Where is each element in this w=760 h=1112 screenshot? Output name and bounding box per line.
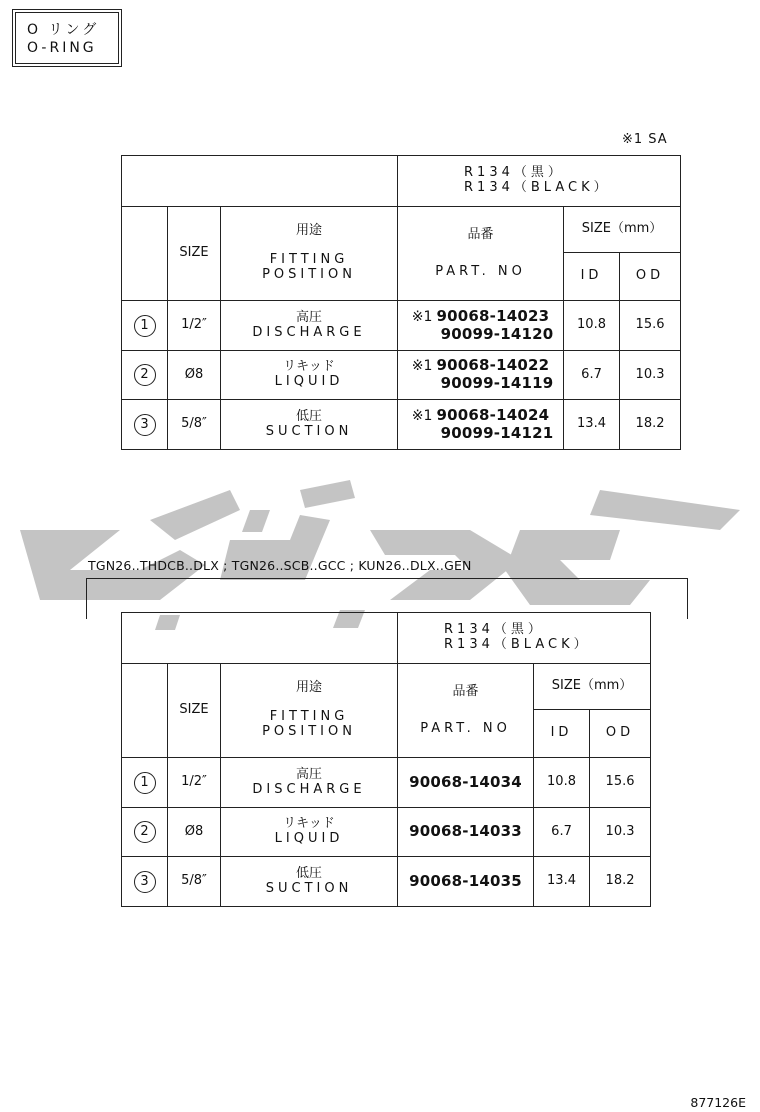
part-en: PART. NO [420, 720, 511, 736]
row-mark: ※1 [411, 358, 433, 375]
row-usage-jp: リキッド [283, 359, 335, 375]
refrigerant-jp: R134（黒） [444, 622, 545, 638]
row-size: 5/8″ [168, 857, 221, 907]
usage-header [221, 207, 398, 301]
blank-header [122, 613, 398, 664]
row-od: 18.2 [620, 400, 681, 450]
usage-header [221, 664, 398, 758]
row-usage-jp: 低圧 [296, 408, 323, 424]
title-en: O-RING [27, 40, 97, 56]
row-size: 5/8″ [168, 400, 221, 450]
id-header: ID [534, 710, 590, 758]
note-sa: ※1 SA [622, 132, 668, 147]
row-number: 2 [134, 821, 156, 843]
row-od: 10.3 [620, 351, 681, 400]
row-od: 10.3 [590, 808, 651, 857]
usage-en-2: POSITION [262, 723, 356, 739]
row-number: 1 [134, 315, 156, 337]
row-usage-jp: 高圧 [296, 309, 323, 325]
row-id: 6.7 [564, 351, 620, 400]
size-mm-header: SIZE（mm） [534, 664, 651, 710]
table-row [122, 808, 651, 857]
spec-table-1 [121, 155, 681, 450]
usage-en-1: FITTING [269, 252, 349, 268]
model-applicability: TGN26..THDCB..DLX ; TGN26..SCB..GCC ; KUN26..DLX..GEN [88, 558, 472, 573]
refrigerant-jp: R134（黒） [464, 165, 565, 181]
row-number: 1 [134, 772, 156, 794]
part-header [398, 207, 564, 301]
table-row [122, 351, 681, 400]
usage-en-2: POSITION [262, 266, 356, 282]
usage-jp: 用途 [296, 680, 323, 696]
row-size: 1/2″ [168, 758, 221, 808]
row-part-1: 90068-14022 [436, 356, 550, 375]
part-header [398, 664, 534, 758]
part-jp: 品番 [452, 683, 479, 699]
row-size: Ø8 [168, 808, 221, 857]
row-id: 13.4 [534, 857, 590, 907]
usage-en-1: FITTING [269, 709, 349, 725]
row-size: 1/2″ [168, 301, 221, 351]
row-part: 90068-14033 [409, 822, 522, 841]
title-box [12, 9, 122, 67]
row-number: 2 [134, 364, 156, 386]
row-id: 10.8 [534, 758, 590, 808]
num-header [122, 207, 168, 301]
refrigerant-header [398, 613, 651, 664]
row-usage-en: LIQUID [274, 374, 344, 389]
row-part-2: 90099-14119 [440, 374, 554, 392]
usage-jp: 用途 [296, 223, 323, 239]
part-en: PART. NO [435, 263, 526, 279]
blank-header [122, 156, 398, 207]
row-usage-jp: 高圧 [296, 766, 323, 782]
row-part: 90068-14034 [409, 772, 522, 791]
table-row [122, 758, 651, 808]
drawing-code: 877126E [690, 1095, 746, 1110]
row-usage-en: SUCTION [265, 423, 353, 439]
row-usage-en: DISCHARGE [252, 324, 366, 340]
row-part-1: 90068-14024 [436, 405, 550, 424]
row-od: 18.2 [590, 857, 651, 907]
size-header: SIZE [168, 664, 221, 758]
od-header: OD [620, 253, 681, 301]
row-number: 3 [134, 414, 156, 436]
row-number: 3 [134, 871, 156, 893]
row-usage-en: DISCHARGE [252, 781, 366, 797]
row-usage-en: SUCTION [265, 880, 353, 896]
row-usage-jp: リキッド [283, 816, 335, 832]
row-od: 15.6 [620, 301, 681, 351]
row-usage-en: LIQUID [274, 831, 344, 846]
part-jp: 品番 [467, 226, 494, 242]
row-id: 10.8 [564, 301, 620, 351]
id-header: ID [564, 253, 620, 301]
size-header: SIZE [168, 207, 221, 301]
row-part-2: 90099-14120 [440, 324, 554, 343]
refrigerant-header [398, 156, 681, 207]
row-part: 90068-14035 [409, 871, 522, 890]
title-jp: O リング [27, 22, 100, 38]
row-size: Ø8 [168, 351, 221, 400]
refrigerant-en: R134（BLACK） [444, 637, 591, 652]
row-mark: ※1 [411, 407, 433, 424]
table-row [122, 857, 651, 907]
row-id: 6.7 [534, 808, 590, 857]
od-header: OD [590, 710, 651, 758]
row-od: 15.6 [590, 758, 651, 808]
refrigerant-en: R134（BLACK） [464, 180, 611, 195]
size-mm-header: SIZE（mm） [564, 207, 681, 253]
row-usage-jp: 低圧 [296, 865, 323, 881]
row-part-2: 90099-14121 [440, 423, 554, 442]
row-part-1: 90068-14023 [436, 306, 550, 325]
num-header [122, 664, 168, 758]
table-row [122, 301, 681, 351]
row-mark: ※1 [411, 308, 433, 325]
row-id: 13.4 [564, 400, 620, 450]
table-row [122, 400, 681, 450]
spec-table-2 [121, 612, 651, 907]
